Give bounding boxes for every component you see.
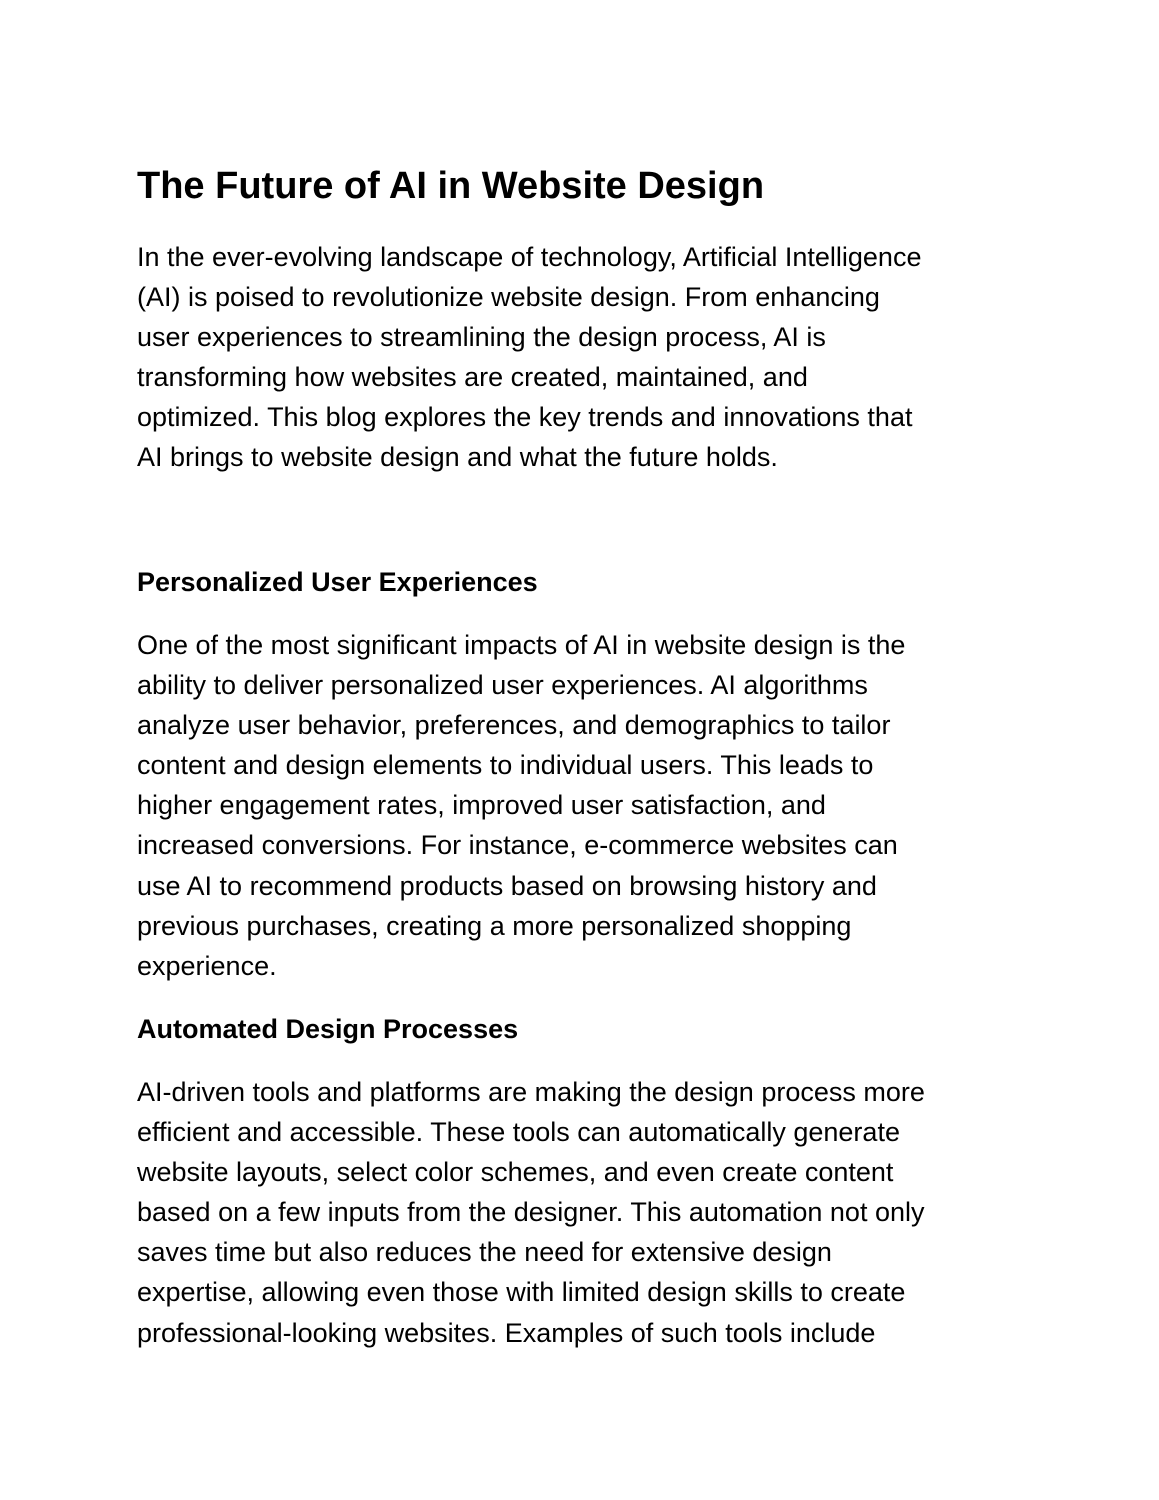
paragraph-line: ability to deliver personalized user experiences. AI algorithms: [137, 670, 868, 701]
paragraph-line: professional-looking websites. Examples of such tools include: [137, 1317, 876, 1348]
section-heading-personalized: Personalized User Experiences: [137, 567, 538, 597]
paragraph-line: website layouts, select color schemes, and even create content: [137, 1157, 894, 1188]
paragraph-line: experience.: [137, 950, 277, 981]
paragraph-line: user experiences to streamlining the design process, AI is: [137, 322, 826, 353]
paragraph-line: based on a few inputs from the designer. This automation not only: [137, 1197, 925, 1228]
paragraph-line: AI-driven tools and platforms are making the design process more: [137, 1077, 925, 1107]
section-paragraph-personalized: [137, 625, 1027, 986]
paragraph-line: saves time but also reduces the need for extensive design: [137, 1237, 832, 1268]
paragraph-line: expertise, allowing even those with limited design skills to create: [137, 1277, 906, 1308]
section-paragraph-automated: [137, 1072, 1027, 1353]
paragraph-line: AI brings to website design and what the future holds.: [137, 442, 778, 473]
paragraph-line: increased conversions. For instance, e-commerce websites can: [137, 830, 898, 861]
paragraph-line: higher engagement rates, improved user satisfaction, and: [137, 790, 826, 821]
paragraph-line: One of the most significant impacts of AI in website design is the: [137, 630, 906, 660]
paragraph-line: efficient and accessible. These tools can automatically generate: [137, 1117, 900, 1148]
paragraph-line: content and design elements to individual users. This leads to: [137, 750, 874, 781]
paragraph-line: (AI) is poised to revolutionize website design. From enhancing: [137, 282, 880, 313]
document-title: The Future of AI in Website Design: [137, 165, 765, 207]
paragraph-line: optimized. This blog explores the key trends and innovations that: [137, 402, 913, 433]
paragraph-line: analyze user behavior, preferences, and demographics to tailor: [137, 710, 891, 741]
section-heading-automated: Automated Design Processes: [137, 1014, 519, 1044]
paragraph-line: previous purchases, creating a more personalized shopping: [137, 910, 852, 941]
paragraph-line: use AI to recommend products based on browsing history and: [137, 870, 877, 901]
intro-paragraph: [137, 237, 1027, 478]
paragraph-line: transforming how websites are created, maintained, and: [137, 362, 808, 393]
paragraph-line: In the ever-evolving landscape of technology, Artificial Intelligence: [137, 242, 922, 272]
